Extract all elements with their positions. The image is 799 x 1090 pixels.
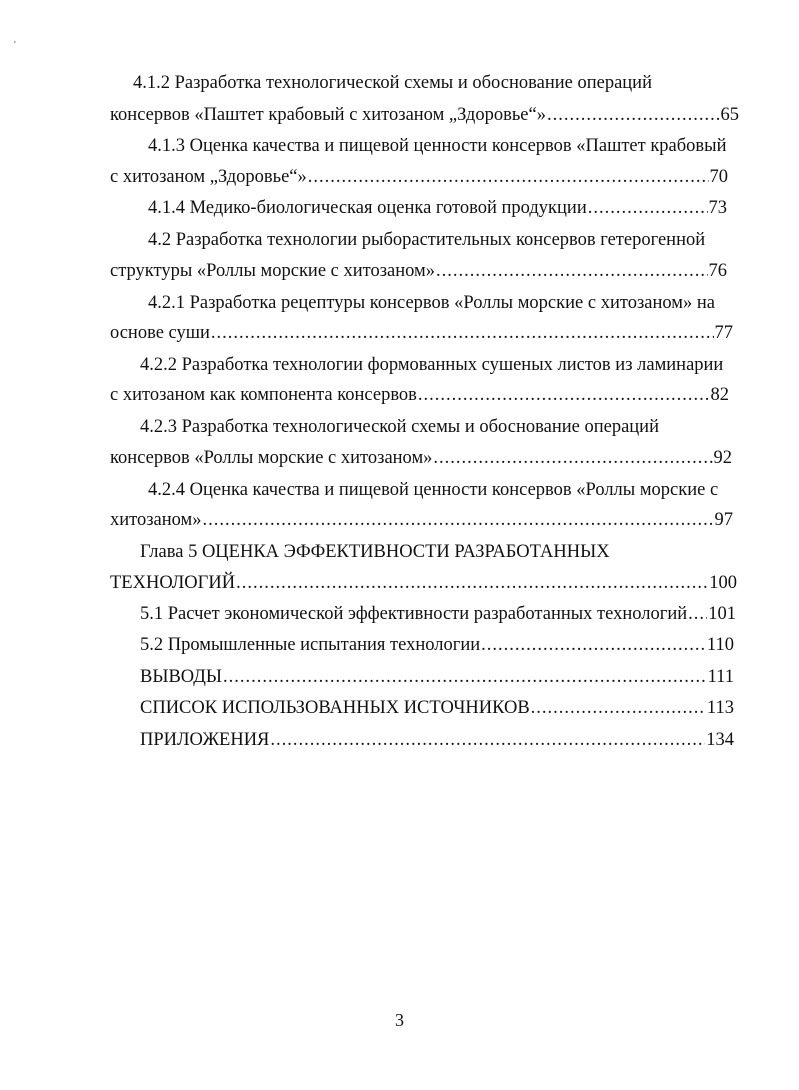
leader-dots [433,447,712,469]
toc-entry-text: структуры «Роллы морские с хитозаном» [110,261,436,281]
leader-dots [223,666,707,688]
toc-entry-text: 5.2 Промышленные испытания технологии [140,635,481,655]
toc-entry-4-2-4 [110,509,733,531]
leader-dots [547,104,720,126]
toc-page-number: 65 [720,105,739,125]
toc-entry-4-1-4 [148,197,727,219]
toc-page-number: 76 [708,261,727,281]
toc-entry-text: с хитозаном как компонента консервов [110,385,417,405]
leader-dots [203,509,714,531]
toc-entry-4-1-2 [110,104,739,126]
toc-page-number: 92 [713,448,732,468]
toc-chapter-5-line1: Глава 5 ОЦЕНКА ЭФФЕКТИВНОСТИ РАЗРАБОТАННЫХ [140,542,610,562]
toc-entry-4-2-3-line1: 4.2.3 Разработка технологической схемы и обоснование операций [140,417,659,437]
toc-entry-text: СПИСОК ИСПОЛЬЗОВАННЫХ ИСТОЧНИКОВ [140,698,530,718]
toc-entry-text: ПРИЛОЖЕНИЯ [140,730,270,750]
toc-entry-5-2 [140,634,734,656]
leader-dots [418,384,710,406]
page-number: 3 [395,1010,404,1030]
toc-references [140,697,734,719]
toc-entry-5-1 [140,603,736,625]
toc-entry-text: ВЫВОДЫ [140,667,223,687]
toc-entry-text: основе суши [110,323,210,343]
leader-dots [308,166,709,188]
leader-dots [531,697,706,719]
toc-entry-text: 5.1 Расчет экономической эффективности разработанных технологий [140,604,688,624]
toc-entry-4-1-2-line1: 4.1.2 Разработка технологической схемы и обоснование операций [133,73,652,93]
toc-conclusions [140,666,734,688]
toc-appendices [140,729,734,751]
leader-dots [481,634,706,656]
toc-entry-4-2-3 [110,447,732,469]
toc-entry-text: консервов «Паштет крабовый с хитозаном „Здоровье“» [110,105,546,125]
leader-dots [211,322,714,344]
toc-page-number: 134 [706,730,734,750]
toc-chapter-5 [110,572,737,594]
toc-page-number: 113 [706,698,734,718]
scan-mark: ' [14,40,16,51]
toc-entry-4-2-1-line1: 4.2.1 Разработка рецептуры консервов «Роллы морские с хитозаном» на [148,293,715,313]
toc-page-number: 100 [709,573,737,593]
toc-page-number: 97 [714,510,733,530]
toc-entry-4-2-1 [110,322,733,344]
toc-entry-4-2-line1: 4.2 Разработка технологии рыборастительных консервов гетерогенной [148,230,706,250]
toc-page-number: 70 [709,167,728,187]
toc-page-number: 77 [714,323,733,343]
leader-dots [436,260,707,282]
toc-entry-4-1-3 [110,166,728,188]
toc-page-number: 110 [706,635,734,655]
toc-entry-4-2-2-line1: 4.2.2 Разработка технологии формованных сушеных листов из ламинарии [140,355,724,375]
leader-dots [236,572,708,594]
toc-entry-4-2-2 [110,384,729,406]
leader-dots [688,603,707,625]
toc-entry-text: 4.1.4 Медико-биологическая оценка готовой продукции [148,198,587,218]
leader-dots [270,729,705,751]
toc-entry-4-1-3-line1: 4.1.3 Оценка качества и пищевой ценности консервов «Паштет крабовый [148,136,727,156]
toc-entry-text: хитозаном» [110,510,202,530]
toc-entry-4-2 [110,260,727,282]
leader-dots [588,197,708,219]
toc-entry-text: ТЕХНОЛОГИЙ [110,573,236,593]
toc-entry-text: консервов «Роллы морские с хитозаном» [110,448,433,468]
toc-page-number: 111 [707,667,734,687]
toc-page-number: 73 [708,198,727,218]
toc-entry-text: с хитозаном „Здоровье“» [110,167,307,187]
toc-page-number: 101 [708,604,736,624]
toc-page-number: 82 [710,385,729,405]
toc-entry-4-2-4-line1: 4.2.4 Оценка качества и пищевой ценности консервов «Роллы морские с [148,480,719,500]
